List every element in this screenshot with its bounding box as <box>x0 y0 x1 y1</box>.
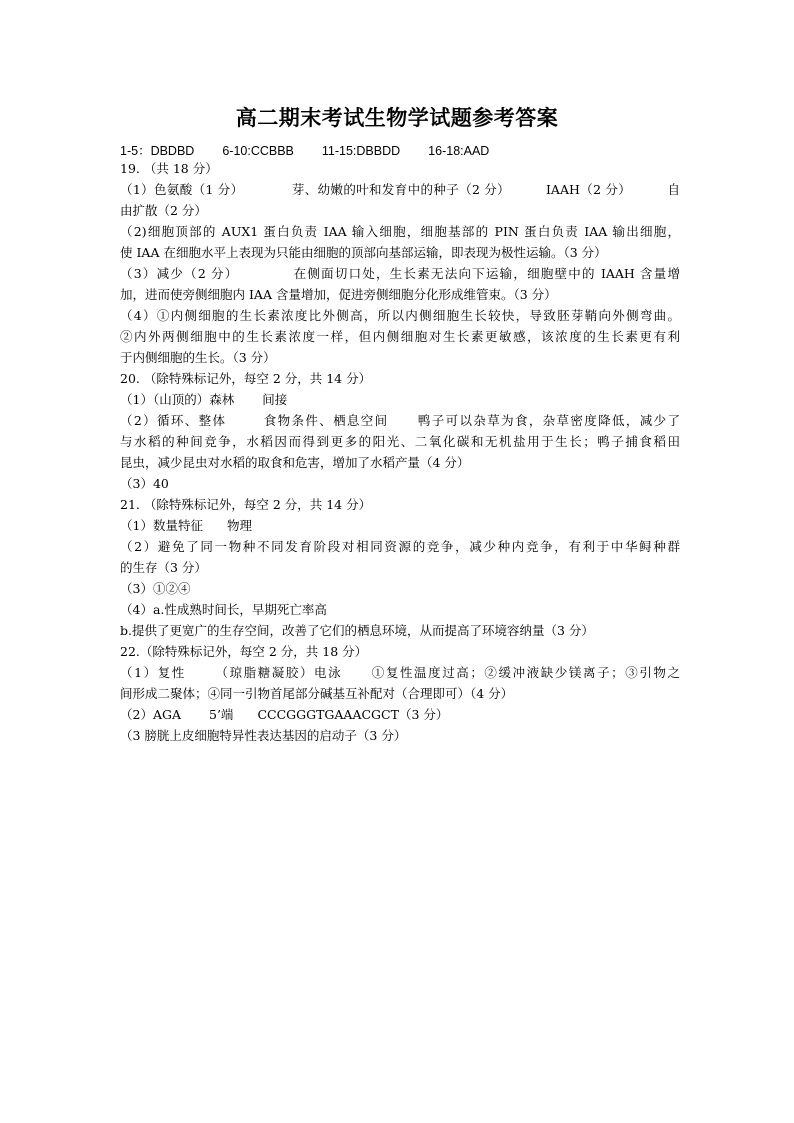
q19-part2-line1: （2)细胞顶部的 AUX1 蛋白负责 IAA 输入细胞，细胞基部的 PIN 蛋白负责 IAA 输出细胞， <box>120 224 680 239</box>
q19-part3-line1 <box>120 266 680 282</box>
mc-answers-1-5: 1-5：DBDBD <box>120 144 195 158</box>
q22-part1-answer-c: ①复性温度过高；②缓冲液缺少镁离子；③引物之 <box>370 665 680 680</box>
q20-part2-line1 <box>120 413 680 429</box>
q22-part2-answer-a: （2）AGA <box>120 707 181 722</box>
q21-part2-line1: （2）避免了同一物种不同发育阶段对相同资源的竞争，减少种内竞争，有利于中华鲟种群 <box>120 539 680 554</box>
q20-part1-answer-a: （1）（山顶的）森林 <box>120 392 235 407</box>
q19-part1-answer-d: 自 <box>667 182 680 197</box>
q19-part2-line2: 使 IAA 在细胞水平上表现为只能由细胞的顶部向基部运输，即表现为极性运输。（3 分） <box>120 245 607 260</box>
q20-part3-line: （3）40 <box>120 476 169 491</box>
q22-part1-line1 <box>120 665 680 681</box>
q20-part1-line <box>120 392 680 408</box>
q21-part2-line2: 的生存（3 分） <box>120 560 207 575</box>
q19-part3-answer-b: 在侧面切口处，生长素无法向下运输，细胞壁中的 IAAH 含量增 <box>292 266 680 281</box>
q19-part1-answer-a: （1）色氨酸（1 分） <box>120 182 244 197</box>
q22-part2-answer-b: 5’端 <box>209 707 234 722</box>
q19-part1-cont: 由扩散（2 分） <box>120 203 207 218</box>
mc-answers-line <box>120 143 680 159</box>
mc-answers-6-10: 6-10:CCBBB <box>222 144 294 158</box>
q22-part1-line2: 间形成二聚体；④同一引物首尾部分碱基互补配对（合理即可）（4 分） <box>120 686 514 701</box>
q22-part2-line <box>120 707 680 723</box>
q20-part2-answer-b: 食物条件、栖息空间 <box>262 413 389 428</box>
q20-part1-answer-b: 间接 <box>262 392 288 407</box>
q20-part2-answer-a: （2）循环、整体 <box>120 413 227 428</box>
q22-part1-answer-a: （1）复性 <box>120 665 186 680</box>
q21-heading: 21. （除特殊标记外，每空 2 分，共 14 分） <box>120 497 372 512</box>
q19-heading: 19. （共 18 分） <box>120 161 218 176</box>
q21-part1-line <box>120 518 680 534</box>
q21-part3-line: （3）①②④ <box>120 581 191 596</box>
q19-part4-line2: ②内外两侧细胞中的生长素浓度一样，但内侧细胞对生长素更敏感，该浓度的生长素更有利 <box>120 329 680 344</box>
q22-part1-answer-b: （琼脂糖凝胶）电泳 <box>213 665 343 680</box>
mc-answers-16-18: 16-18:AAD <box>428 144 490 158</box>
q21-part1-answer-b: 物理 <box>226 518 252 533</box>
q20-part2-answer-c: 鸭子可以杂草为食，杂草密度降低，减少了 <box>416 413 680 428</box>
q19-part4-line1: （4）①内侧细胞的生长素浓度比外侧高，所以内侧细胞生长较快，导致胚芽鞘向外侧弯曲。 <box>120 308 680 323</box>
q19-part1-line <box>120 182 680 198</box>
q20-heading: 20. （除特殊标记外，每空 2 分，共 14 分） <box>120 371 372 386</box>
q19-part3-answer-a: （3）减少（2 分） <box>120 266 239 281</box>
q21-part4-line2: b.提供了更宽广的生存空间，改善了它们的栖息环境，从而提高了环境容纳量（3 分） <box>120 623 594 638</box>
mc-answers-11-15: 11-15:DBBDD <box>321 144 401 158</box>
q20-part2-line2: 与水稻的种间竞争，水稻因而得到更多的阳光、二氧化碳和无机盐用于生长；鸭子捕食稻田 <box>120 434 680 449</box>
q22-part2-answer-c: CCCGGGTGAAACGCT（3 分） <box>257 707 449 722</box>
q22-heading: 22.（除特殊标记外，每空 2 分，共 18 分） <box>120 644 368 659</box>
q21-part4-line1: （4）a.性成熟时间长，早期死亡率高 <box>120 602 327 617</box>
q19-part1-answer-c: IAAH（2 分） <box>545 182 632 197</box>
page-title: 高二期末考试生物学试题参考答案 <box>235 106 559 130</box>
q22-part3-line: （3 膀胱上皮细胞特异性表达基因的启动子（3 分） <box>120 728 407 743</box>
q19-part4-line3: 于内侧细胞的生长。（3 分） <box>120 350 276 365</box>
q19-part3-line2: 加，进而使旁侧细胞内 IAA 含量增加，促进旁侧细胞分化形成维管束。（3 分） <box>120 287 557 302</box>
q20-part2-line3: 昆虫，减少昆虫对水稻的取食和危害，增加了水稻产量（4 分） <box>120 455 470 470</box>
q21-part1-answer-a: （1）数量特征 <box>120 518 203 533</box>
q19-part1-answer-b: 芽、幼嫩的叶和发育中的种子（2 分） <box>291 182 510 197</box>
